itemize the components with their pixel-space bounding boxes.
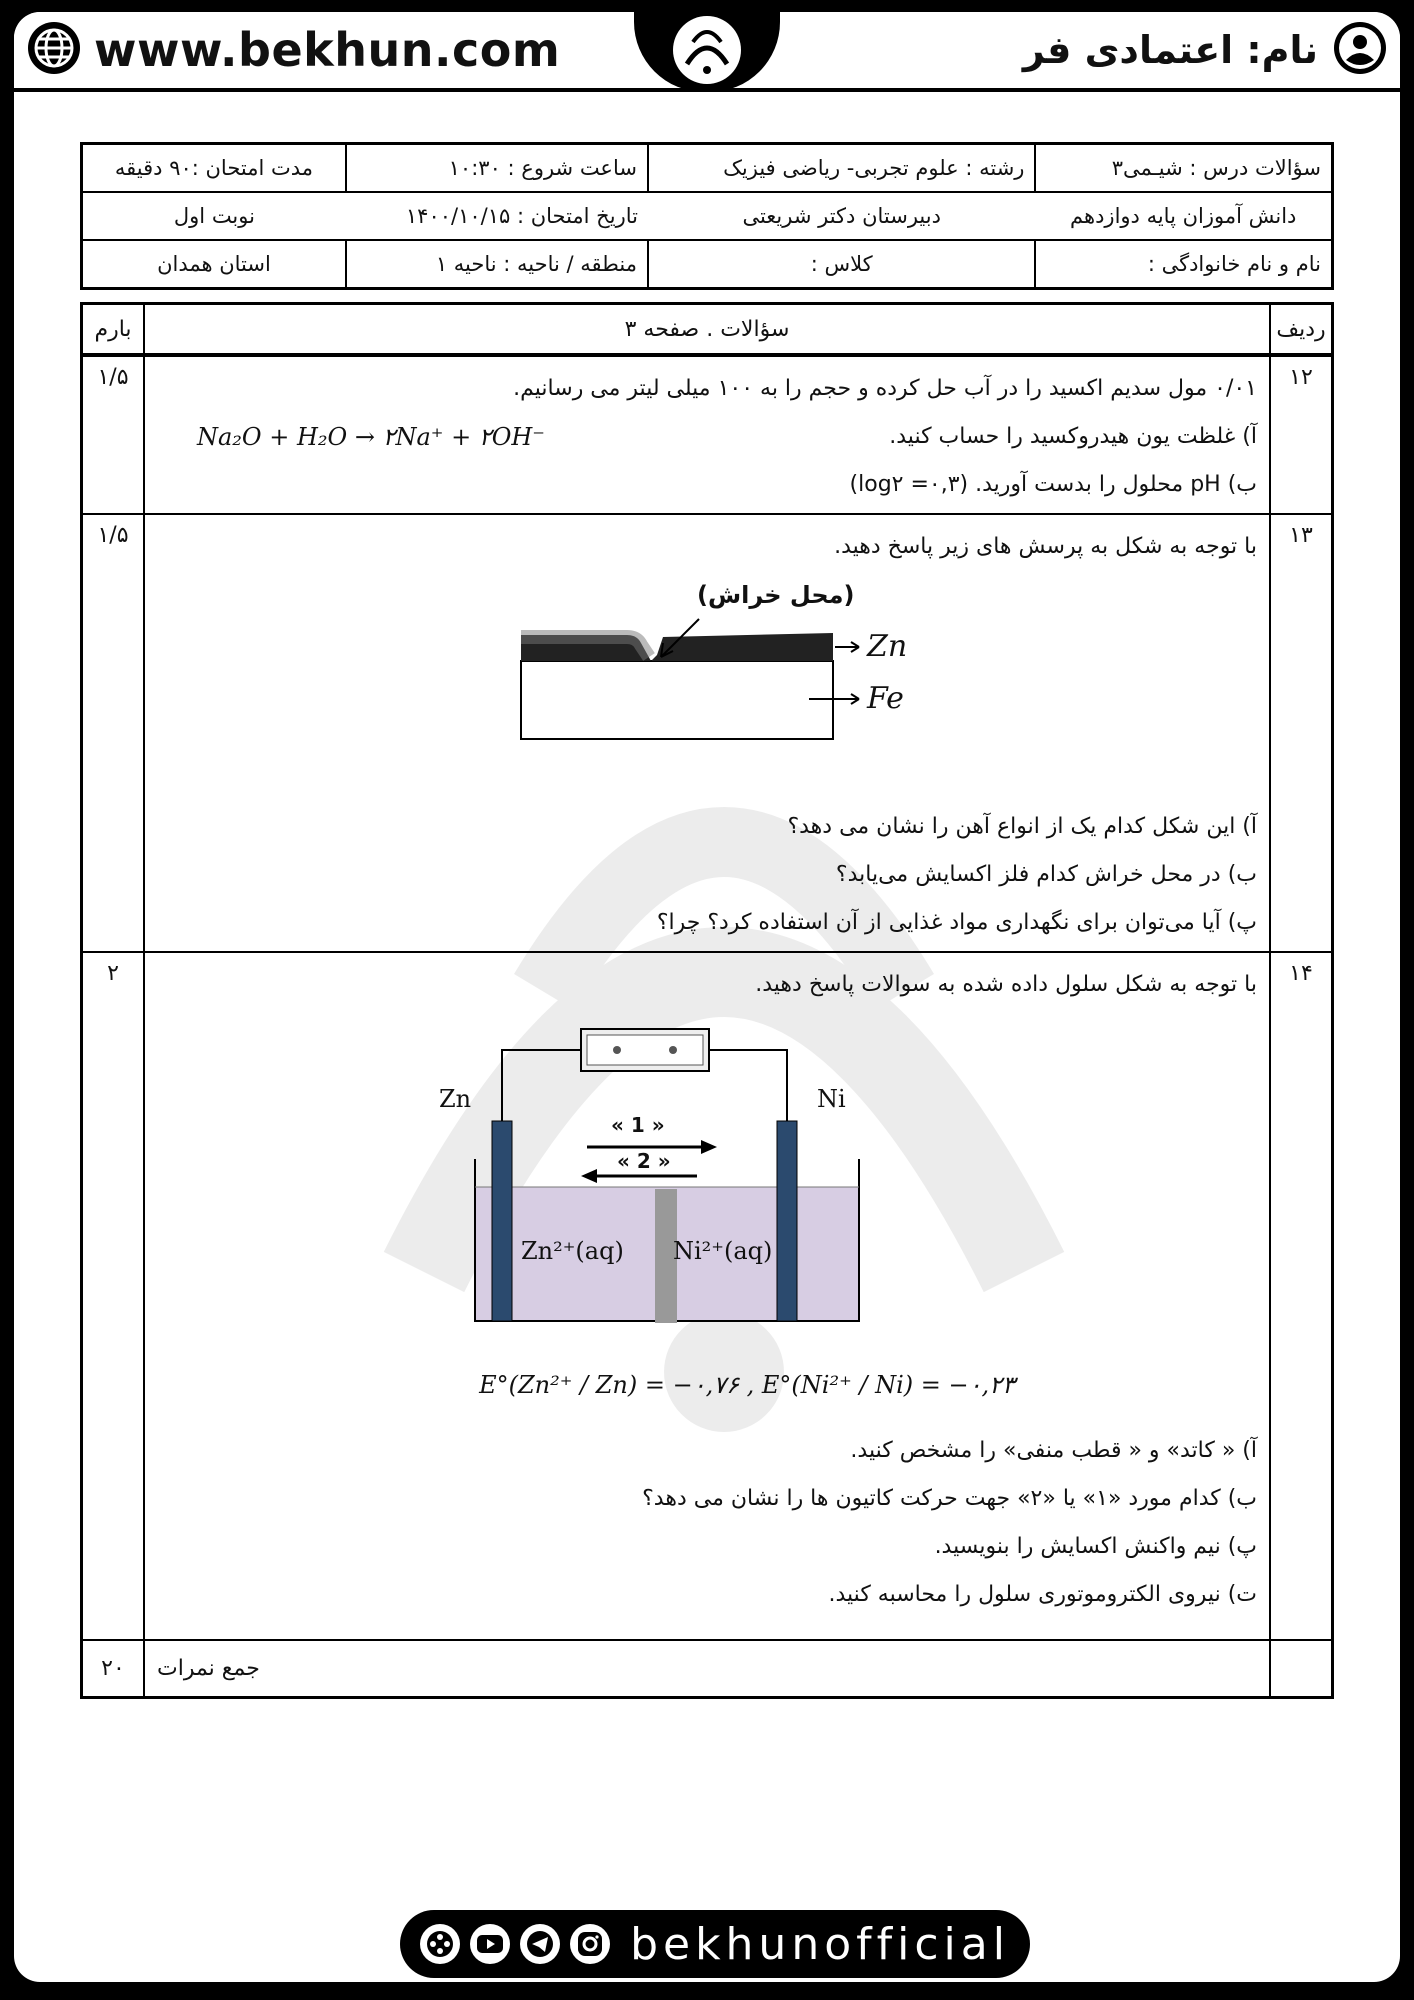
question-score: ۱/۵ [82,514,145,952]
question-part-a: آ) « کاتد» و « قطب منفی» را مشخص کنید. [850,1438,1257,1463]
name-label: نام: اعتمادی فر [1022,28,1318,72]
galvanic-cell-figure [157,1009,1257,1357]
question-text: با توجه به شکل سلول داده شده به سوالات پاسخ دهید. [755,972,1257,997]
question-score: ۱/۵ [82,355,145,514]
question-score: ۲ [82,952,145,1640]
question-body [144,514,1270,952]
students-cell: دانش آموزان پایه دوازدهم [1035,192,1332,240]
user-icon [1332,20,1388,80]
question-row-14 [82,952,1333,1640]
question-part-d: ت) نیروی الکتروموتوری سلول را محاسبه کنید. [828,1582,1257,1607]
school-cell: دبیرستان دکتر شریعتی [648,192,1035,240]
question-part-a: آ) این شکل کدام یک از انواع آهن را نشان می دهد؟ [787,814,1257,839]
question-part-b: ب) در محل خراش کدام فلز اکسایش می‌یابد؟ [835,862,1257,887]
table-header-row [82,304,1333,356]
zinc-electrode [492,1121,512,1321]
full-name-cell: نام و نام خانوادگی : [1035,240,1332,289]
questions-title: سؤالات . صفحه ۳ [144,304,1270,356]
question-part-b: ب) کدام مورد «۱» یا «۲» جهت حرکت کاتیون ها را نشان می دهد؟ [642,1486,1257,1511]
question-row-12 [82,355,1333,514]
question-number: ۱۲ [1270,355,1333,514]
galvanized-iron-figure [157,571,1257,779]
question-row-13 [82,514,1333,952]
social-handle-bar[interactable] [400,1910,1030,1978]
question-part-a: آ) غلظت یون هیدروکسید را حساب کنید. [889,424,1257,449]
row-column-header: ردیف [1270,304,1333,356]
social-handle: bekhunofficial [630,1918,1010,1970]
arrow-2-label: « 2 » [617,1149,671,1173]
turn-cell: نوبت اول [82,192,346,240]
questions-table [80,302,1334,1699]
question-body [144,952,1270,1640]
website-url: www.bekhun.com [94,23,561,77]
globe-icon [26,20,82,80]
question-part-c: پ) نیم واکنش اکسایش را بنویسید. [934,1534,1257,1559]
zn-electrode-label: Zn [439,1085,472,1113]
exam-info-table [80,142,1334,290]
question-number: ۱۳ [1270,514,1333,952]
score-column-header: بارم [82,304,145,356]
question-body [144,355,1270,514]
film-reel-icon[interactable] [420,1924,460,1964]
iron-layer [521,661,833,739]
top-banner [14,12,1400,92]
logo-mark [657,12,757,88]
region-cell: منطقه / ناحیه : ناحیه ۱ [346,240,648,289]
arrow-1-label: « 1 » [611,1113,665,1137]
question-part-c: پ) آیا می‌توان برای نگهداری مواد غذایی از آن استفاده کرد؟ چرا؟ [656,910,1257,935]
wire-right [709,1050,787,1121]
total-score: ۲۰ [82,1640,145,1698]
ni-solution-label: Ni²⁺(aq) [673,1237,773,1265]
question-text: ۰/۰۱ مول سدیم اکسید را در آب حل کرده و حجم را به ۱۰۰ میلی لیتر می رسانیم. [513,376,1257,401]
ni-electrode-label: Ni [817,1085,846,1113]
brand-logo [634,12,780,92]
website-link[interactable] [26,22,560,78]
scratch-label: (محل خراش) [697,581,855,609]
wire-left [502,1050,581,1121]
student-name [1023,22,1388,78]
exam-date-cell: تاریخ امتحان : ۱۴۰۰/۱۰/۱۵ [346,192,648,240]
nickel-electrode [777,1121,797,1321]
telegram-icon[interactable] [520,1924,560,1964]
class-cell: کلاس : [648,240,1035,289]
instagram-icon[interactable] [570,1924,610,1964]
zn-label: Zn [867,629,908,664]
question-text: با توجه به شکل به پرسش های زیر پاسخ دهید. [834,534,1257,559]
reaction-equation: Na₂O + H₂O → ۲Na⁺ + ۲OH⁻ [197,423,545,451]
fe-label: Fe [867,681,904,716]
start-time-cell: ساعت شروع : ۱۰:۳۰ [346,144,648,193]
question-part-b: ب) pH محلول را بدست آورید. (log۲ =۰,۳) [849,472,1257,497]
total-row [82,1640,1333,1698]
total-label: جمع نمرات [144,1640,1270,1698]
youtube-icon[interactable] [470,1924,510,1964]
page-frame [14,12,1400,1982]
course-cell: سؤالات درس : شیـمی۳ [1035,144,1332,193]
province-cell: استان همدان [82,240,346,289]
field-cell: رشته : علوم تجربی- ریاضی فیزیک [648,144,1035,193]
electrode-potentials: E°(Zn²⁺ / Zn) = −۰,۷۶ , E°(Ni²⁺ / Ni) = −۰,۲۳ [479,1371,1015,1399]
question-number: ۱۴ [1270,952,1333,1640]
zn-solution-label: Zn²⁺(aq) [521,1237,624,1265]
duration-cell: مدت امتحان :۹۰ دقیقه [82,144,346,193]
